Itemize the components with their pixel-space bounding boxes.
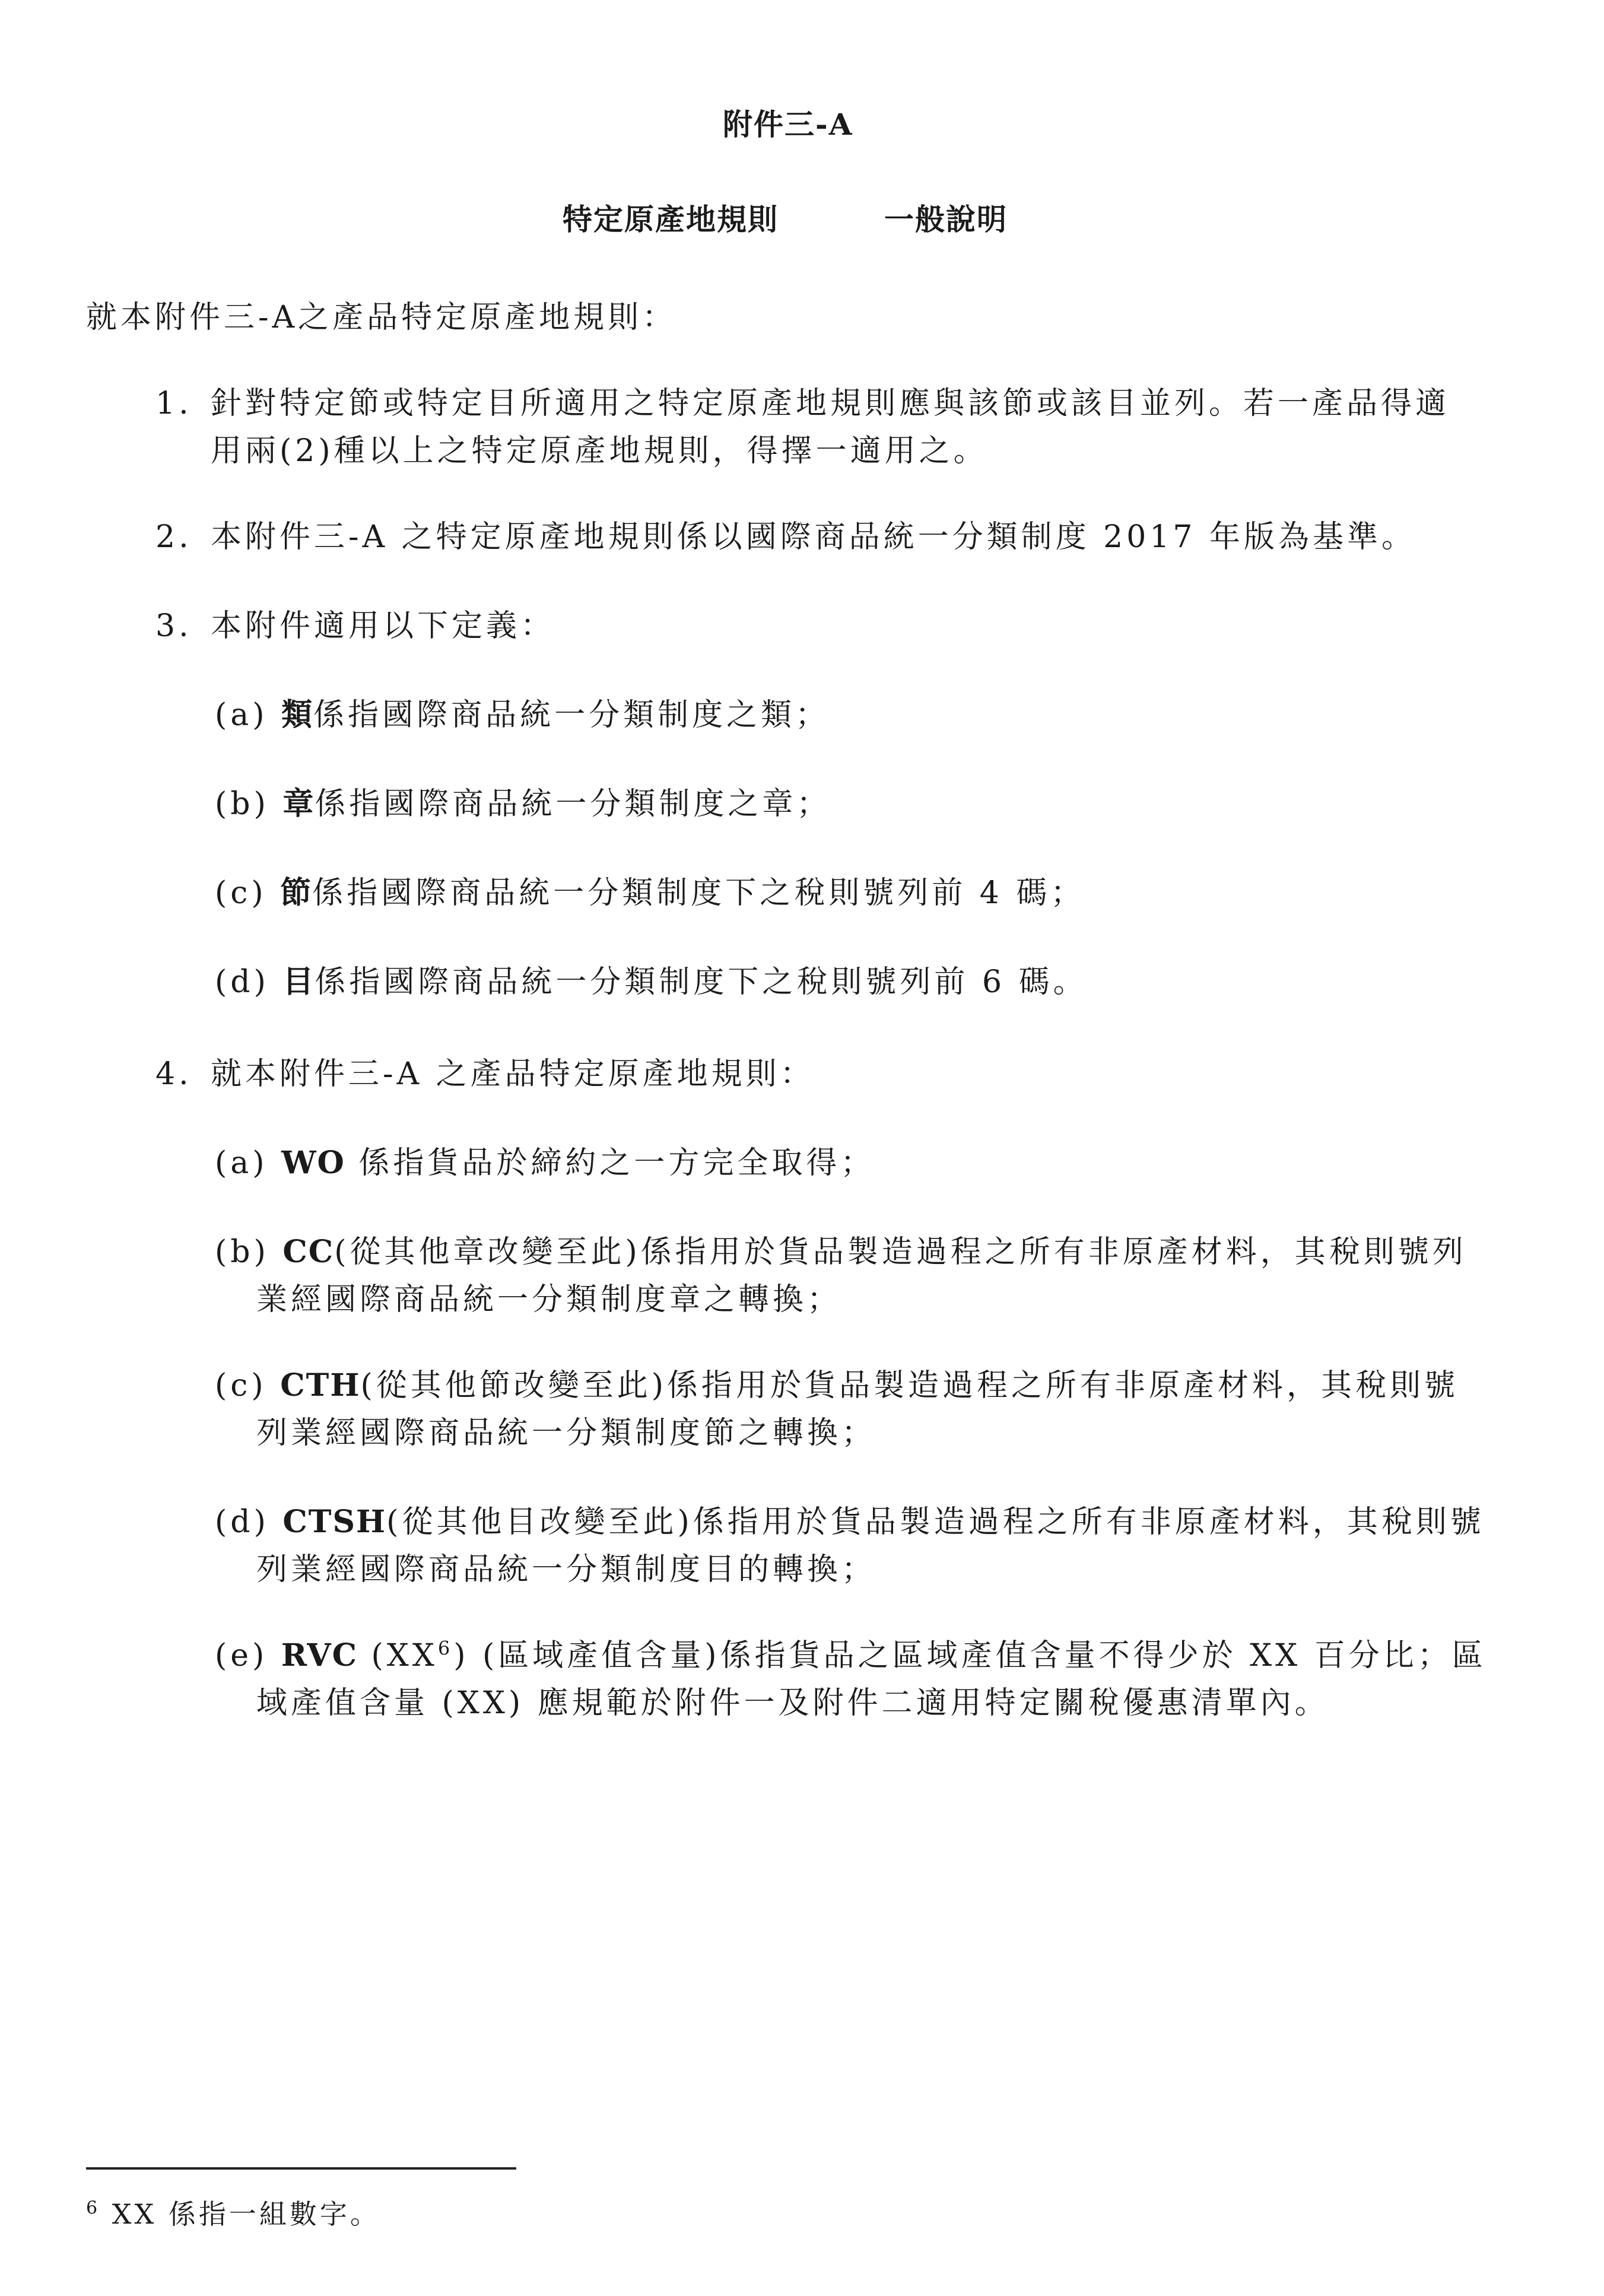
definition-a-text: 係指國際商品統一分類制度之類； [313, 697, 830, 733]
item-4-marker: 4. [155, 1056, 192, 1092]
rule-e-line-1 [215, 1629, 1487, 1682]
rule-d-line-2: 列業經國際商品統一分類制度目的轉換； [256, 1552, 876, 1587]
rule-c-marker: (c) [215, 1368, 267, 1403]
subtitle-rules-of-origin: 特定原產地規則 [563, 202, 779, 237]
definition-d-term: 目 [282, 964, 315, 1000]
item-1-line-1: 針對特定節或特定目所適用之特定原產地規則應與該節或該目並列。若一產品得適 [211, 386, 1450, 421]
footnote-separator [86, 2167, 516, 2170]
definition-d [215, 955, 1088, 1009]
definition-b-marker: (b) [215, 786, 269, 822]
rule-c-text: (從其他節改變至此)係指用於貨品製造過程之所有非原產材料，其稅則號 [360, 1368, 1459, 1403]
definition-c-marker: (c) [215, 875, 267, 911]
intro-paragraph: 就本附件三-A之產品特定原產地規則： [86, 300, 677, 335]
rule-d-term: CTSH [282, 1504, 387, 1540]
subtitle-general-notes: 一般說明 [884, 202, 1008, 237]
item-2-line-1: 本附件三-A 之特定原產地規則係以國際商品統一分類制度 2017 年版為基準。 [211, 519, 1416, 555]
definition-a [215, 688, 830, 742]
footnote-text: XX 係指一組數字。 [112, 2198, 380, 2230]
rule-a-marker: (a) [215, 1145, 268, 1181]
definition-d-text: 係指國際商品統一分類制度下之稅則號列前 6 碼。 [315, 964, 1088, 1000]
definition-a-marker: (a) [215, 697, 268, 733]
item-3-line-1: 本附件適用以下定義： [211, 608, 555, 644]
rule-b-text: (從其他章改變至此)係指用於貨品製造過程之所有非原產材料，其稅則號列 [334, 1234, 1467, 1270]
item-1-line-2: 用兩(2)種以上之特定原產地規則，得擇一適用之。 [211, 433, 988, 469]
definition-a-term: 類 [281, 697, 314, 733]
annex-title: 附件三-A [723, 107, 853, 142]
rule-b-term: CC [282, 1234, 335, 1270]
rule-b-marker: (b) [215, 1234, 269, 1270]
rule-c-line-2: 列業經國際商品統一分類制度節之轉換； [256, 1415, 876, 1451]
rule-a-term: WO [281, 1145, 345, 1181]
rule-b-line-1 [215, 1225, 1467, 1279]
rule-a [215, 1136, 875, 1190]
item-1-marker: 1. [155, 386, 192, 421]
rule-e-footnote-ref: 6 [437, 1637, 454, 1660]
definition-d-marker: (d) [215, 964, 269, 1000]
item-3-marker: 3. [155, 608, 192, 644]
definition-c-term: 節 [280, 875, 313, 911]
definition-b [215, 777, 831, 831]
rule-c-line-1 [215, 1359, 1459, 1412]
definition-c [215, 866, 1085, 920]
item-2-marker: 2. [155, 519, 192, 555]
definition-b-text: 係指國際商品統一分類制度之章； [315, 786, 831, 822]
rule-d-line-1 [215, 1495, 1485, 1549]
rule-c-term: CTH [280, 1367, 361, 1403]
item-4-line-1: 就本附件三-A 之產品特定原產地規則： [211, 1056, 815, 1092]
rule-a-text: 係指貨品於締約之一方完全取得； [345, 1145, 875, 1181]
rule-e-marker: (e) [215, 1638, 268, 1673]
definition-c-text: 係指國際商品統一分類制度下之稅則號列前 4 碼； [312, 875, 1085, 911]
rule-e-pre: (XX [357, 1638, 438, 1673]
rule-e-post: ) (區域產值含量)係指貨品之區域產值含量不得少於 XX 百分比；區 [453, 1638, 1487, 1673]
rule-e-term: RVC [281, 1637, 358, 1673]
footnote-mark: 6 [86, 2197, 101, 2219]
rule-e-line-2: 域產值含量 (XX) 應規範於附件一及附件二適用特定關稅優惠清單內。 [256, 1685, 1329, 1721]
footnote [86, 2193, 380, 2232]
rule-d-marker: (d) [215, 1504, 269, 1540]
rule-b-line-2: 業經國際商品統一分類制度章之轉換； [256, 1282, 842, 1317]
definition-b-term: 章 [282, 786, 315, 822]
rule-d-text: (從其他目改變至此)係指用於貨品製造過程之所有非原產材料，其稅則號 [386, 1504, 1485, 1540]
